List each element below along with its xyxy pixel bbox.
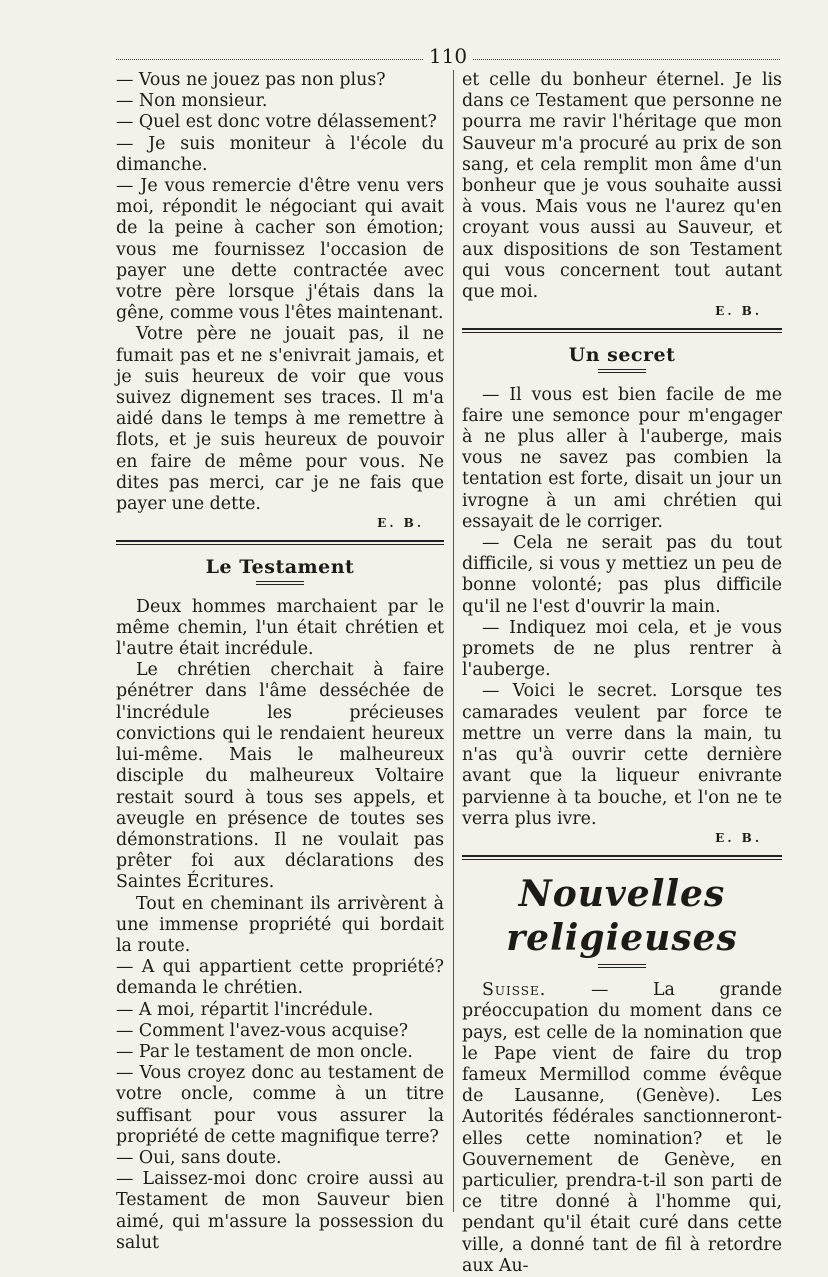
story-paragraph: Votre père ne jouait pas, il ne fumait pas et ne s'enivrait jamais, et je suis heureux de voir que vous suivez dignement ses traces. Il m'a aidé dans le temps à me remettre à flots, et je suis heureux de pouvoir en faire de même pour vous. Ne dites pas merci, car je ne fais que payer une dette. xyxy=(116,324,444,515)
continued-paragraph: et celle du bonheur éternel. Je lis dans ce Testament que personne ne pourra me ravir l'héritage que mon Sauveur m'a procuré au prix de son sang, et cela remplit mon âme d'un bonheur que je vous souhaite aussi à vous. Mais vous ne l'aurez qu'en croyant vous aussi au Sauveur, et aux dispositions de son Testament qui vous concernent tout autant que moi. xyxy=(462,70,782,303)
section-separator xyxy=(462,855,782,860)
section-separator xyxy=(462,328,782,333)
title-ornament-rule xyxy=(256,581,304,585)
dialogue-line: — Par le testament de mon oncle. xyxy=(116,1041,413,1062)
article-paragraph: — Voici le secret. Lorsque tes camarades veulent par force te mettre un verre dans la main, tu n'as qu'à ouvrir cette dernière avant que la liqueur enivrante parvienne à ta bouche, et l'on ne te verra plus ivre. xyxy=(462,681,782,829)
dialogue-paragraph: — Je vous remercie d'être venu vers moi, répondit le négociant qui avait de la peine à cacher son émotion; vous me fournissez l'occasion de payer une dette contractée avec votre père lorsque j'étais dans la gêne, comme vous l'êtes maintenant. xyxy=(116,176,444,324)
signature: E. B. xyxy=(715,304,762,319)
dialogue-line: — A qui appartient cette propriété? demanda le chrétien. xyxy=(116,957,444,999)
article-paragraph: — Cela ne serait pas du tout difficile, si vous y mettiez un peu de bonne volonté; pas plus difficile qu'il ne l'est d'ouvrir la main. xyxy=(462,533,782,617)
article-title: Un secret xyxy=(568,344,676,367)
article-paragraph: Tout en cheminant ils arrivèrent à une immense propriété qui bordait la route. xyxy=(116,893,444,956)
article-paragraph: — Il vous est bien facile de me faire une semonce pour m'engager à ne plus aller à l'auberge, mais vous ne savez pas combien la tentation est forte, disait un jour un ivrogne à un ami chrétien qui essayait de le corriger. xyxy=(462,384,782,532)
signature: E. B. xyxy=(377,516,424,531)
news-paragraph xyxy=(462,980,782,1277)
news-text: — La grande préoccupation du moment dans ce pays, est celle de la nomination que le Pape vient de faire du trop fameux Mermillod comme évêque de Lausanne, (Genève). Les Autorités fédérales sanctionneront-elles cette nomination? et le Gouvernement de Genève, en particulier, prendra-t-il son parti de ce titre donné à l'homme qui, pendant qu'il était curé dans cette ville, a donné tant de fil à retordre aux Au- xyxy=(462,980,782,1276)
dialogue-line: — Vous croyez donc au testament de votre oncle, comme à un titre suffisant pour vous assurer la propriété de cette magnifique terre? xyxy=(116,1063,444,1147)
article-paragraph: Deux hommes marchaient par le même chemin, l'un était chrétien et l'autre était incrédule. xyxy=(116,596,444,660)
signature: E. B. xyxy=(715,830,762,845)
dialogue-line: — Vous ne jouez pas non plus? xyxy=(116,70,386,90)
article-paragraph: Le chrétien cherchait à faire pénétrer dans l'âme desséchée de l'incrédule les précieuses convictions qui le rendaient heureux lui-même. Mais le malheureux disciple du malheureux Voltaire restait sourd à tous ses appels, et aveugle en présence de toutes ses démonstrations. Il ne voulait pas prêter foi aux déclarations des Saintes Écritures. xyxy=(116,660,444,893)
header-dotted-rule-left xyxy=(116,59,423,60)
right-column xyxy=(462,70,782,1277)
dialogue-line: — Non monsieur. xyxy=(116,91,268,112)
title-ornament-rule xyxy=(598,964,646,968)
section-title: Nouvelles religieuses xyxy=(506,873,738,960)
article-paragraph: — Indiquez moi cela, et je vous promets de ne plus rentrer à l'auberge. xyxy=(462,617,782,681)
section-separator xyxy=(116,540,444,545)
page-number: 110 xyxy=(428,44,468,68)
dialogue-line: — Comment l'avez-vous acquise? xyxy=(116,1020,409,1041)
page-header xyxy=(116,44,780,68)
dialogue-line: — Oui, sans doute. xyxy=(116,1147,282,1168)
left-column xyxy=(116,70,444,1254)
dialogue-line: — Laissez-moi donc croire aussi au Testament de mon Sauveur bien aimé, qui m'assure la possession du salut xyxy=(116,1169,444,1253)
article-title: Le Testament xyxy=(205,556,355,579)
news-country-label: Suisse. xyxy=(482,980,547,1001)
dialogue-line: — Quel est donc votre délassement? xyxy=(116,112,437,133)
header-dotted-rule-right xyxy=(473,59,780,60)
column-divider xyxy=(453,70,454,1212)
title-ornament-rule xyxy=(598,369,646,373)
dialogue-line: — A moi, répartit l'incrédule. xyxy=(116,999,374,1020)
dialogue-line: — Je suis moniteur à l'école du dimanche. xyxy=(116,133,444,175)
